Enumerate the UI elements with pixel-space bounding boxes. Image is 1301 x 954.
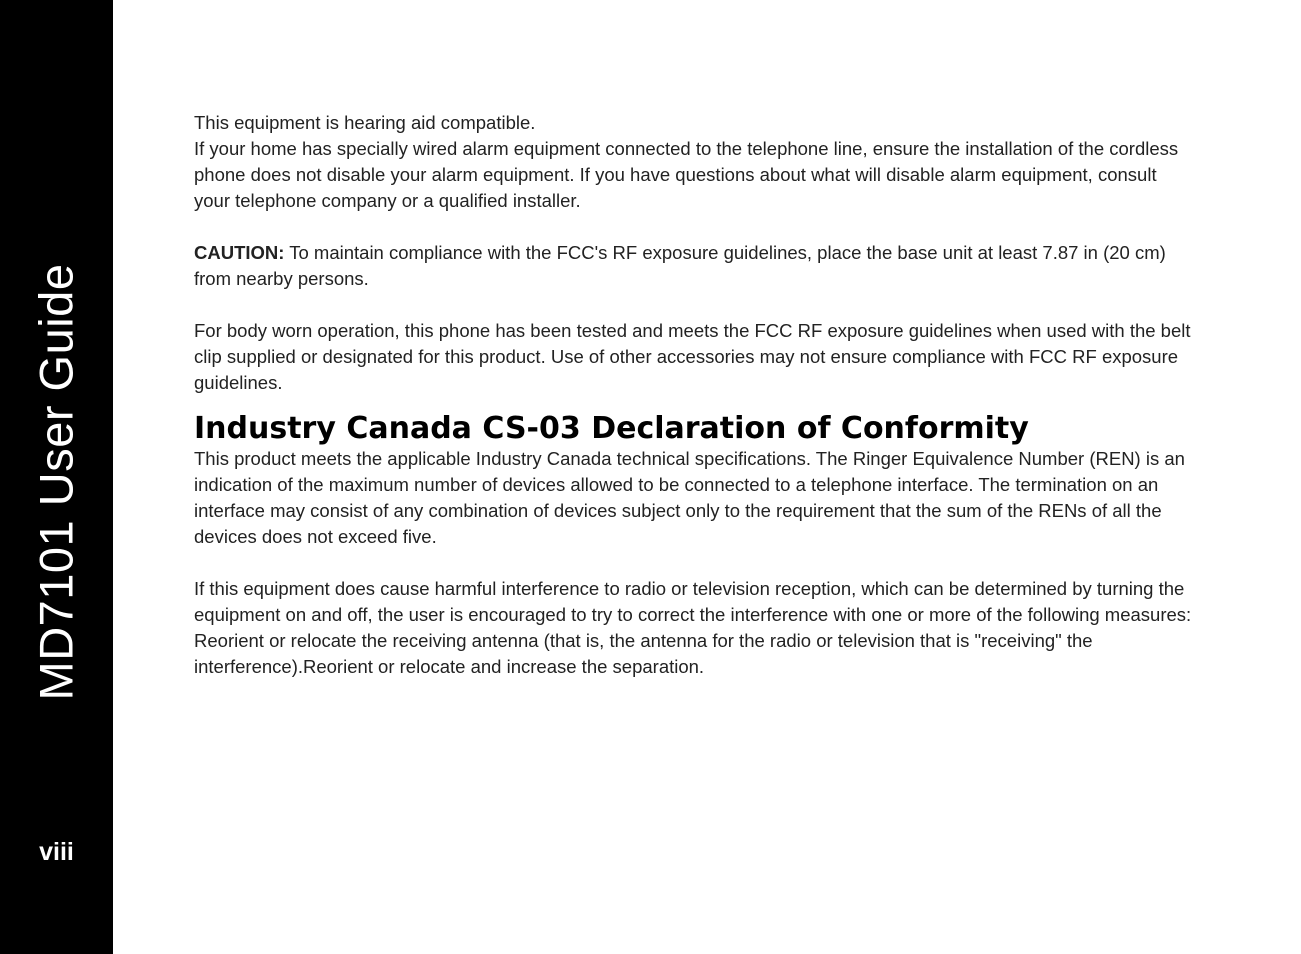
main-content [194, 110, 1194, 680]
section-heading: Industry Canada CS-03 Declaration of Conformity [194, 411, 1029, 446]
paragraph-gap [194, 550, 1194, 576]
guide-title: MD7101 User Guide [29, 263, 83, 701]
page-number: viii [39, 838, 74, 866]
caution-paragraph [194, 240, 1194, 292]
hearing-aid-statement: This equipment is hearing aid compatible. [194, 112, 536, 133]
industry-canada-paragraph: This product meets the applicable Industry Canada technical specifications. The Ringer Equivalence Number (REN) is an indication of the maximum number of devices allowed to be connected to a telephone interface. The termination on an interface may consist of any combination of devices subject only to the requirement that the sum of the RENs of all the devices does not exceed five. [194, 448, 1185, 547]
interference-paragraph: If this equipment does cause harmful interference to radio or television reception, which can be determined by turning the equipment on and off, the user is encouraged to try to correct the interference with one or more of the following measures: Reorient or relocate the receiving antenna (that is, the antenna for the radio or television that is "receiving" the interference).Reorient or relocate and increase the separation. [194, 578, 1192, 677]
alarm-equipment-paragraph: If your home has specially wired alarm equipment connected to the telephone line, ensure the installation of the cordless phone does not disable your alarm equipment. If you have questions about what will disable alarm equipment, consult your telephone company or a qualified installer. [194, 138, 1179, 211]
caution-text: To maintain compliance with the FCC's RF exposure guidelines, place the base unit at least 7.87 in (20 cm) from nearby persons. [194, 242, 1166, 289]
paragraph-gap [194, 214, 1194, 240]
sidebar-band [0, 0, 113, 954]
caution-label: CAUTION: [194, 242, 285, 263]
paragraph-gap [194, 292, 1194, 318]
body-worn-paragraph: For body worn operation, this phone has been tested and meets the FCC RF exposure guidelines when used with the belt clip supplied or designated for this product. Use of other accessories may not ensure compliance with FCC RF exposure guidelines. [194, 320, 1191, 393]
